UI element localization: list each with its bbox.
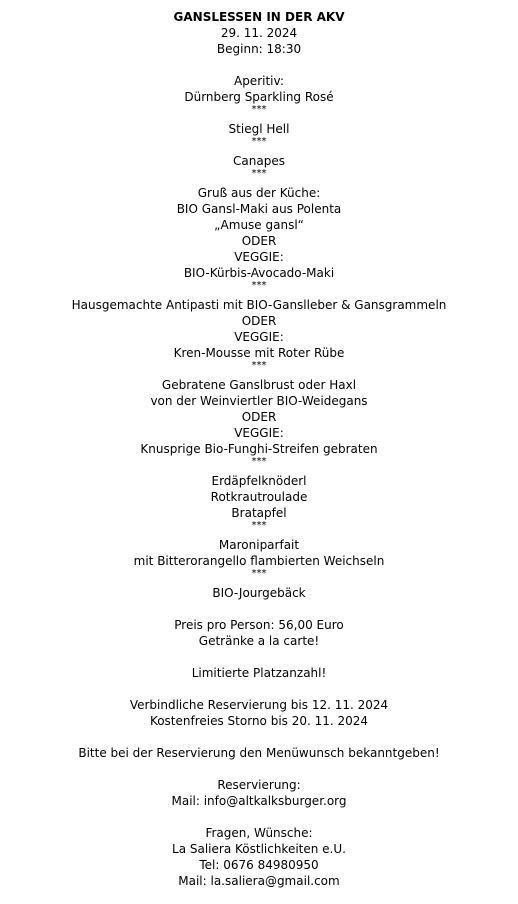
spacer — [0, 761, 518, 777]
spacer — [0, 601, 518, 617]
starter-item: Hausgemachte Antipasti mit BIO-Ganslleber & Gansgrammeln — [71, 298, 447, 312]
course-separator: *** — [251, 280, 267, 291]
side-item-2: Rotkrautroulade — [210, 490, 308, 504]
side-item-1: Erdäpfelknöderl — [211, 474, 307, 488]
canapes-item: Canapes — [233, 154, 285, 168]
or-label: ODER — [241, 314, 277, 328]
spacer — [0, 649, 518, 665]
course-separator: *** — [251, 104, 267, 115]
course-separator: *** — [251, 520, 267, 531]
contact-phone: Tel: 0676 84980950 — [199, 858, 319, 872]
main-veggie-item: Knusprige Bio-Funghi-Streifen gebraten — [140, 442, 378, 456]
menu-wish-text: Bitte bei der Reservierung den Menüwunsch bekanntgeben! — [78, 746, 440, 760]
contact-mail: Mail: la.saliera@gmail.com — [178, 874, 340, 888]
or-label: ODER — [241, 410, 277, 424]
greeting-item-1: BIO Gansl-Maki aus Polenta — [176, 202, 342, 216]
reservation-deadline-text: Verbindliche Reservierung bis 12. 11. 2024 — [129, 698, 389, 712]
dessert-item-2: mit Bitterorangello flambierten Weichseln — [133, 554, 385, 568]
course-separator: *** — [251, 168, 267, 179]
aperitif-item-2: Stiegl Hell — [228, 122, 290, 136]
veggie-label: VEGGIE: — [234, 330, 284, 344]
veggie-label: VEGGIE: — [234, 250, 284, 264]
dessert-item-1: Maroniparfait — [218, 538, 300, 552]
company-name: La Saliera Köstlichkeiten e.U. — [172, 842, 346, 856]
drinks-text: Getränke a la carte! — [198, 634, 320, 648]
course-separator: *** — [251, 568, 267, 579]
aperitif-item-1: Dürnberg Sparkling Rosé — [184, 90, 334, 104]
course-separator: *** — [251, 456, 267, 467]
spacer — [0, 681, 518, 697]
greeting-veggie-item: BIO-Kürbis-Avocado-Maki — [183, 266, 335, 280]
aperitif-label: Aperitiv: — [233, 74, 284, 88]
side-item-3: Bratapfel — [231, 506, 287, 520]
storno-text: Kostenfreies Storno bis 20. 11. 2024 — [149, 714, 369, 728]
spacer — [0, 57, 518, 73]
pastry-item: BIO-Jourgebäck — [212, 586, 306, 600]
course-separator: *** — [251, 360, 267, 371]
greeting-label: Gruß aus der Küche: — [197, 186, 321, 200]
reservation-mail: Mail: info@altkalksburger.org — [171, 794, 347, 808]
event-date: 29. 11. 2024 — [220, 26, 298, 40]
or-label: ODER — [241, 234, 277, 248]
event-title: GANSLESSEN IN DER AKV — [173, 10, 345, 24]
limited-seats-text: Limitierte Platzanzahl! — [191, 666, 327, 680]
spacer — [0, 809, 518, 825]
spacer — [0, 729, 518, 745]
course-separator: *** — [251, 136, 267, 147]
starter-veggie-item: Kren-Mousse mit Roter Rübe — [173, 346, 345, 360]
event-start-time: Beginn: 18:30 — [216, 42, 302, 56]
main-course-item-2: von der Weinviertler BIO-Weidegans — [150, 394, 368, 408]
greeting-item-2: „Amuse gansl“ — [214, 218, 304, 232]
reservation-label: Reservierung: — [217, 778, 301, 792]
price-text: Preis pro Person: 56,00 Euro — [174, 618, 344, 632]
main-course-item-1: Gebratene Ganslbrust oder Haxl — [161, 378, 357, 392]
veggie-label: VEGGIE: — [234, 426, 284, 440]
questions-label: Fragen, Wünsche: — [205, 826, 313, 840]
